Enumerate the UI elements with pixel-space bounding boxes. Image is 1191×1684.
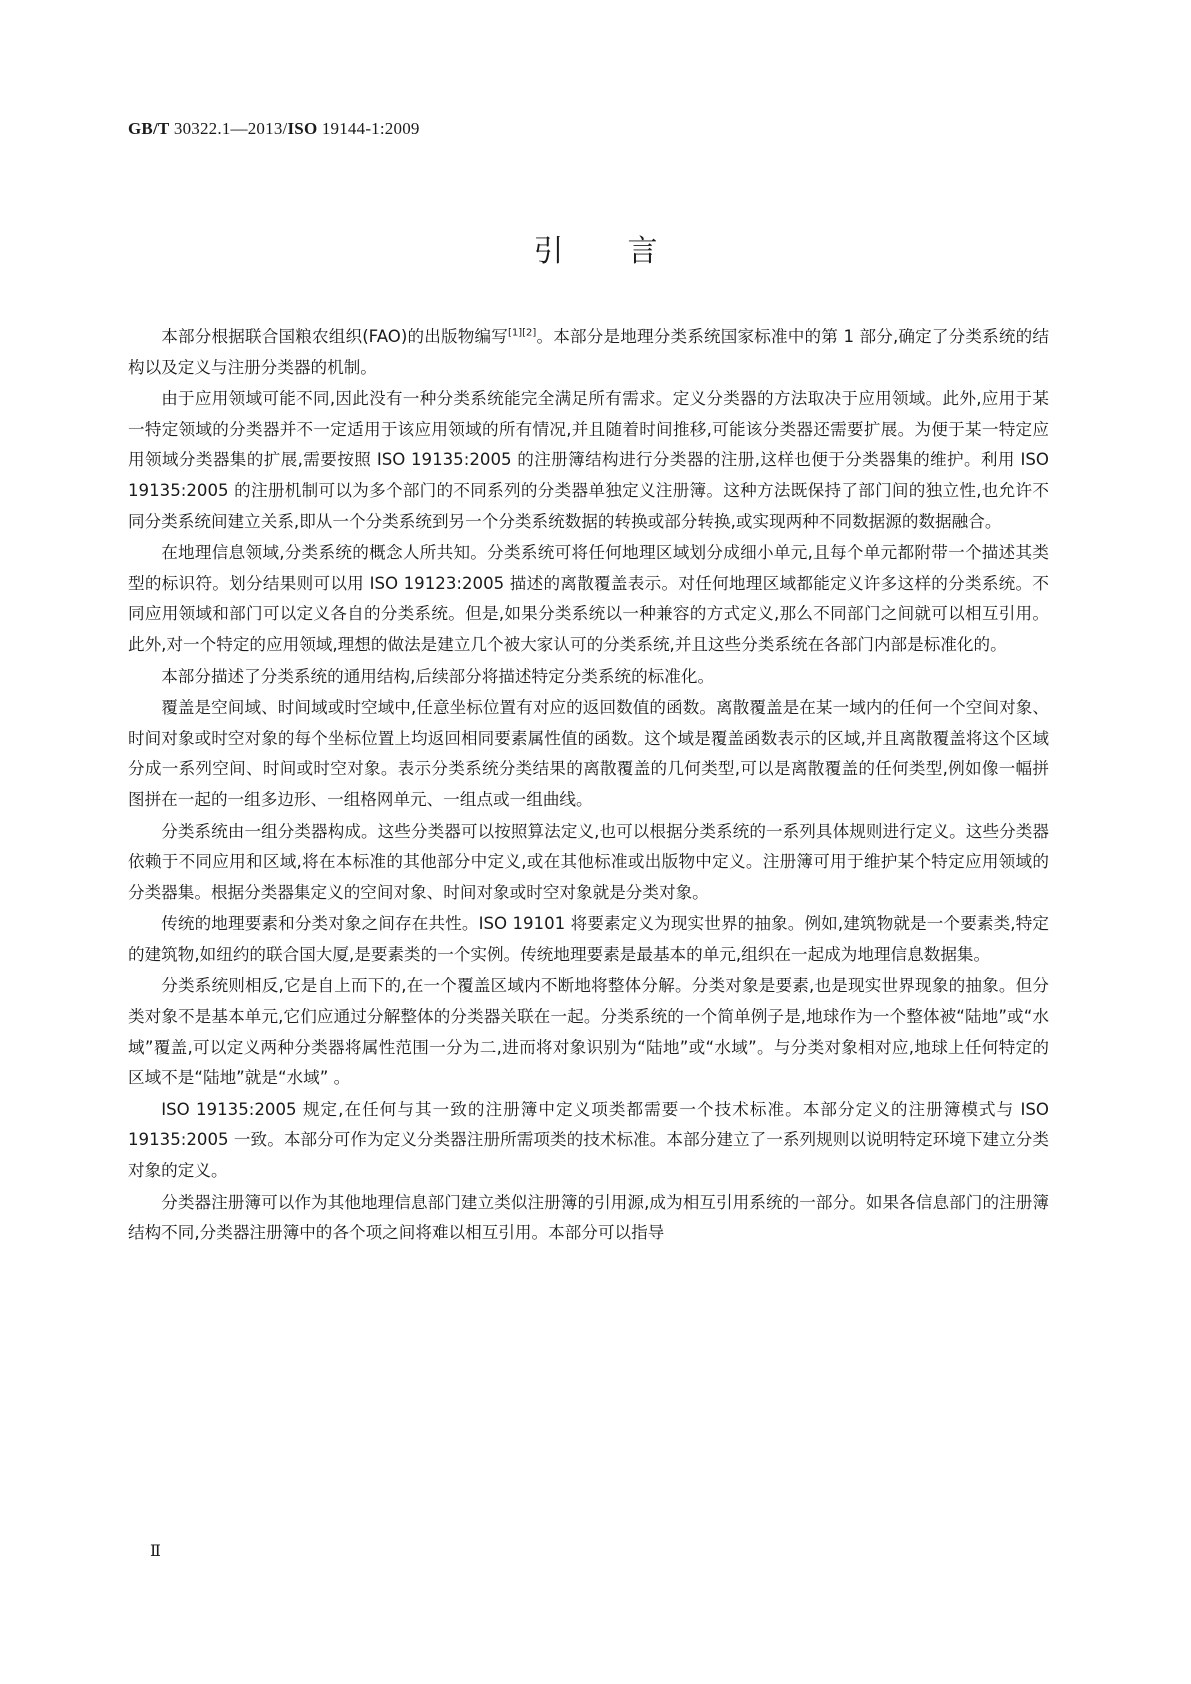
paragraph-8: 分类系统则相反,它是自上而下的,在一个覆盖区域内不断地将整体分解。分类对象是要素,也是现实世界现象的抽象。但分类对象不是基本单元,它们应通过分解整体的分类器关联在一起。分类系统的一个简单例子是,地球作为一个整体被“陆地”或“水域”覆盖,可以定义两种分类器将属性范围一分为二,进而将对象识别为“陆地”或“水域”。与分类对象相对应,地球上任何特定的区域不是“陆地”就是“水域” 。 [128,976,1049,1088]
document-header [128,119,420,139]
paragraph-1 [128,322,1049,383]
page-number: Ⅱ [150,1543,161,1560]
paragraph-6: 分类系统由一组分类器构成。这些分类器可以按照算法定义,也可以根据分类系统的一系列具体规则进行定义。这些分类器依赖于不同应用和区域,将在本标准的其他部分中定义,或在其他标准或出版物中定义。注册簿可用于维护某个特定应用领域的分类器集。根据分类器集定义的空间对象、时间对象或时空对象就是分类对象。 [128,821,1049,902]
paragraph-3: 在地理信息领域,分类系统的概念人所共知。分类系统可将任何地理区域划分成细小单元,且每个单元都附带一个描述其类型的标识符。划分结果则可以用 ISO 19123:2005 描述的离散覆盖表示。对任何地理区域都能定义许多这样的分类系统。不同应用领域和部门可以定义各自的分类系统。但是,如果分类系统以一种兼容的方式定义,那么不同部门之间就可以相互引用。此外,对一个特定的应用领域,理想的做法是建立几个被大家认可的分类系统,并且这些分类系统在各部门内部是标准化的。 [128,543,1049,654]
standard-code: 30322.1—2013/ [169,119,288,138]
paragraph-1-rest: 。本部分是地理分类系统国家标准中的第 1 部分,确定了分类系统的结构以及定义与注册分类器的机制。 [128,327,1049,377]
paragraph-4: 本部分描述了分类系统的通用结构,后续部分将描述特定分类系统的标准化。 [161,666,715,686]
reference-marks: [1][2] [507,327,537,339]
standard-prefix: GB/T [128,119,170,138]
iso-prefix: ISO [287,119,318,138]
document-body [128,322,1049,1250]
paragraph-2: 由于应用领域可能不同,因此没有一种分类系统能完全满足所有需求。定义分类器的方法取决于应用领域。此外,应用于某一特定领域的分类器并不一定适用于该应用领域的所有情况,并且随着时间推移,可能该分类器还需要扩展。为便于某一特定应用领域分类器集的扩展,需要按照 ISO 19135:2005 的注册簿结构进行分类器的注册,这样也便于分类器集的维护。利用 ISO 19135:2005 的注册机制可以为多个部门的不同系列的分类器单独定义注册簿。这种方法既保持了部门间的独立性,也允许不同分类系统间建立关系,即从一个分类系统到另一个分类系统数据的转换或部分转换,或实现两种不同数据源的数据融合。 [128,389,1049,531]
paragraph-10: 分类器注册簿可以作为其他地理信息部门建立类似注册簿的引用源,成为相互引用系统的一部分。如果各信息部门的注册簿结构不同,分类器注册簿中的各个项之间将难以相互引用。本部分可以指导 [128,1192,1049,1243]
paragraph-1-text: 本部分根据联合国粮农组织(FAO)的出版物编写 [161,327,508,346]
paragraph-7: 传统的地理要素和分类对象之间存在共性。ISO 19101 将要素定义为现实世界的抽象。例如,建筑物就是一个要素类,特定的建筑物,如纽约的联合国大厦,是要素类的一个实例。传统地理要素是最基本的单元,组织在一起成为地理信息数据集。 [128,914,1049,964]
section-title: 引言 [533,234,722,269]
paragraph-9: ISO 19135:2005 规定,在任何与其一致的注册簿中定义项类都需要一个技术标准。本部分定义的注册簿模式与 ISO 19135:2005 一致。本部分可作为定义分类器注册所需项类的技术标准。本部分建立了一系列规则以说明特定环境下建立分类对象的定义。 [128,1099,1049,1181]
paragraph-5: 覆盖是空间域、时间域或时空域中,任意坐标位置有对应的返回数值的函数。离散覆盖是在某一域内的任何一个空间对象、时间对象或时空对象的每个坐标位置上均返回相同要素属性值的函数。这个域是覆盖函数表示的区域,并且离散覆盖将这个区域分成一系列空间、时间或时空对象。表示分类系统分类结果的离散覆盖的几何类型,可以是离散覆盖的任何类型,例如像一幅拼图拼在一起的一组多边形、一组格网单元、一组点或一组曲线。 [128,698,1049,809]
iso-code: 19144-1:2009 [317,119,420,138]
